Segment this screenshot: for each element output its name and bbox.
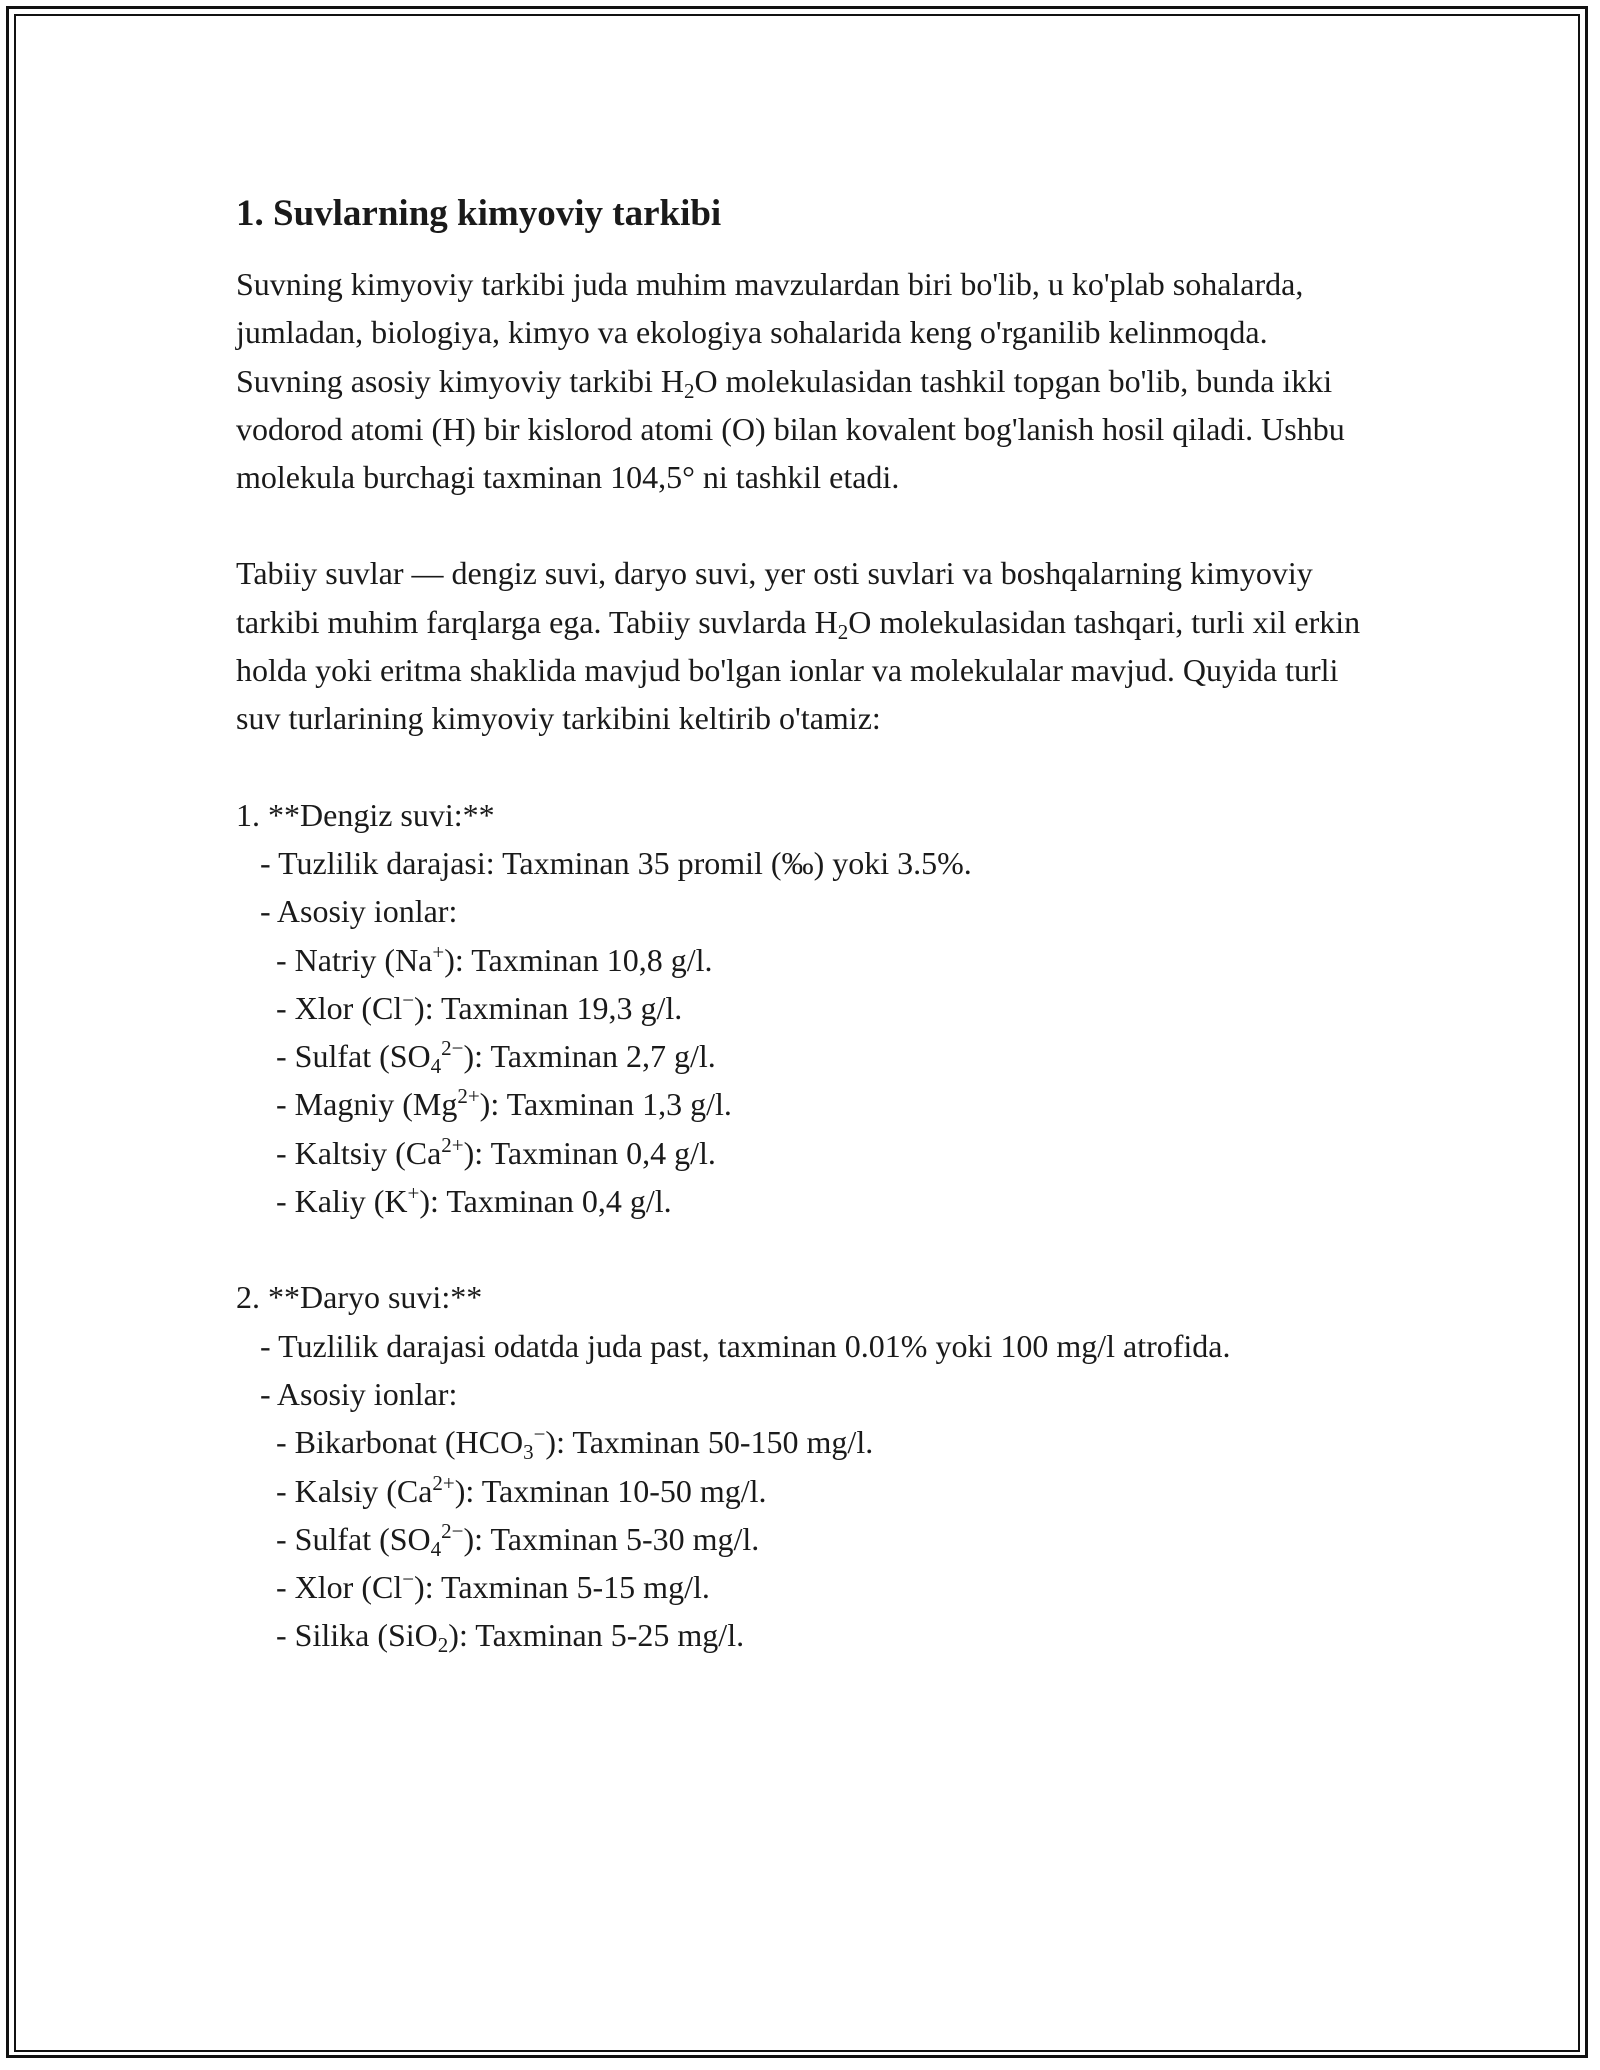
- ion-value: ): Taxminan 0,4 g/l.: [463, 1134, 716, 1171]
- ion-name: - Bikarbonat (HCO: [236, 1424, 524, 1461]
- ion-name: - Natriy (Na: [236, 941, 433, 978]
- ion-name: - Silika (SiO: [236, 1617, 438, 1654]
- ion-subscript: 4: [430, 1054, 442, 1079]
- ion-name: - Kalsiy (Ca: [236, 1472, 433, 1509]
- ion-list-item: [236, 1418, 1386, 1466]
- ion-charge: +: [432, 939, 445, 964]
- ion-name: - Xlor (Cl: [236, 1569, 403, 1606]
- ion-charge: 2−: [441, 1518, 464, 1543]
- intro-text-b: O molekulasidan tashkil topgan bo'lib, bunda ikki vodorod atomi (H) bir kislorod atomi (O) bilan kovalent bog'lanish hosil qiladi. Ushbu molekula burchagi taxminan 104,5° ni tashkil etadi.: [236, 362, 1345, 496]
- ion-charge: +: [407, 1181, 420, 1206]
- ion-list-item: [236, 936, 1386, 984]
- ion-list-item: [236, 1080, 1386, 1128]
- ion-value: ): Taxminan 5-15 mg/l.: [414, 1569, 710, 1606]
- ion-value: ): Taxminan 50-150 mg/l.: [545, 1424, 874, 1461]
- ion-subscript: 2: [437, 1633, 449, 1658]
- river-water-title: 2. **Daryo suvi:**: [236, 1279, 483, 1316]
- sea-ions-list: [236, 936, 1386, 1226]
- ion-value: ): Taxminan 10-50 mg/l.: [454, 1472, 767, 1509]
- ion-list-item: [236, 1032, 1386, 1080]
- ion-charge: 2+: [441, 1132, 464, 1157]
- sea-ions-label: - Asosiy ionlar:: [236, 893, 458, 930]
- ion-charge: −: [402, 987, 415, 1012]
- ion-value: ): Taxminan 1,3 g/l.: [479, 1086, 732, 1123]
- intro-paragraph: [236, 260, 1366, 501]
- ion-list-item: [236, 1515, 1386, 1563]
- ion-value: ): Taxminan 5-30 mg/l.: [463, 1520, 760, 1557]
- ion-charge: 2+: [457, 1084, 480, 1109]
- ion-value: ): Taxminan 0,4 g/l.: [419, 1183, 672, 1220]
- natural-waters-paragraph: [236, 549, 1366, 742]
- river-water-section: [236, 1273, 1386, 1659]
- sea-salinity: - Tuzlilik darajasi: Taxminan 35 promil (‰) yoki 3.5%.: [236, 844, 972, 881]
- ion-charge: −: [533, 1422, 546, 1447]
- ion-list-item: [236, 1467, 1386, 1515]
- subscript: 2: [684, 378, 695, 403]
- ion-list-item: [236, 1177, 1386, 1225]
- ion-name: - Sulfat (SO: [236, 1038, 431, 1075]
- river-ions-label: - Asosiy ionlar:: [236, 1375, 458, 1412]
- ion-list-item: [236, 1129, 1386, 1177]
- section-heading: 1. Suvlarning kimyoviy tarkibi: [236, 193, 722, 234]
- ion-list-item: [236, 1563, 1386, 1611]
- ion-subscript: 3: [523, 1440, 534, 1465]
- ion-list-item: [236, 984, 1386, 1032]
- river-salinity: [236, 1322, 1386, 1370]
- ion-value: ): Taxminan 19,3 g/l.: [414, 989, 683, 1026]
- sea-water-section: [236, 791, 1386, 1226]
- ion-charge: 2−: [441, 1036, 464, 1061]
- natural-text-a: Tabiiy suvlar — dengiz suvi, daryo suvi, yer osti suvlari va boshqalarning kimyoviy tarkibi muhim farqlarga ega. Tabiiy suvlarda H: [236, 555, 1313, 640]
- ion-value: ): Taxminan 2,7 g/l.: [463, 1038, 716, 1075]
- intro-text-a: Suvning kimyoviy tarkibi juda muhim mavzulardan biri bo'lib, u ko'plab sohalarda, jumladan, biologiya, kimyo va ekologiya sohalarida keng o'rganilib kelinmoqda. Suvning asosiy kimyoviy tarkibi H: [236, 266, 1304, 399]
- ion-charge: −: [402, 1567, 415, 1592]
- ion-name: - Kaliy (K: [236, 1183, 408, 1220]
- ion-name: - Sulfat (SO: [236, 1520, 431, 1557]
- ion-name: - Kaltsiy (Ca: [236, 1134, 442, 1171]
- ion-value: ): Taxminan 5-25 mg/l.: [448, 1617, 745, 1654]
- ion-name: - Magniy (Mg: [236, 1086, 458, 1123]
- ion-name: - Xlor (Cl: [236, 989, 403, 1026]
- river-ions-list: [236, 1418, 1386, 1659]
- subscript: 2: [837, 619, 849, 644]
- ion-subscript: 4: [430, 1536, 442, 1561]
- river-salinity-text: - Tuzlilik darajasi odatda juda past, taxminan 0.01% yoki 100 mg/l atrofida.: [236, 1327, 1231, 1364]
- ion-list-item: [236, 1611, 1386, 1659]
- sea-water-title: 1. **Dengiz suvi:**: [236, 796, 495, 833]
- natural-text-b: O molekulasidan tashqari, turli xil erkin holda yoki eritma shaklida mavjud bo'lgan ionlar va molekulalar mavjud. Quyida turli suv turlarining kimyoviy tarkibini keltirib o'tamiz:: [236, 603, 1361, 737]
- ion-charge: 2+: [432, 1470, 455, 1495]
- ion-value: ): Taxminan 10,8 g/l.: [444, 941, 713, 978]
- document-body: [236, 186, 1386, 1660]
